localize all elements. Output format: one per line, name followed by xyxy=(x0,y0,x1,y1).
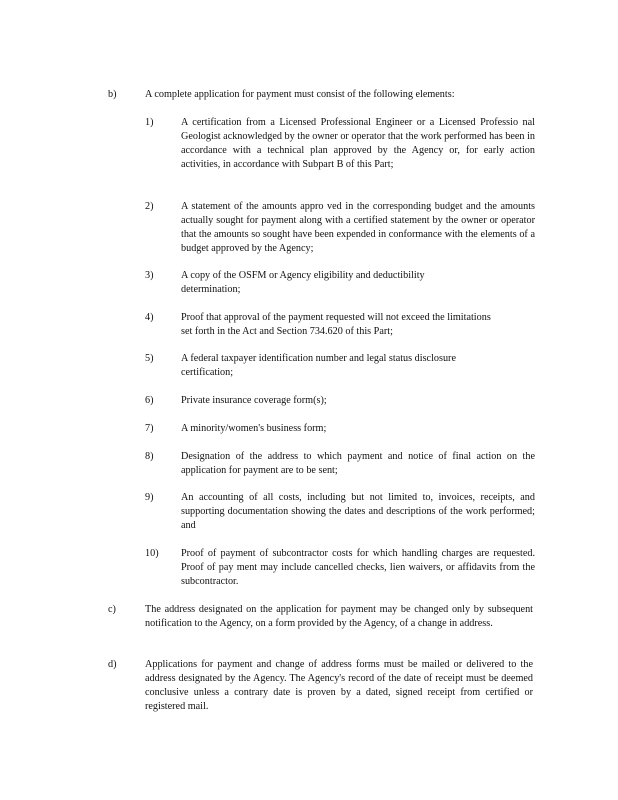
item-marker: 2) xyxy=(145,201,154,212)
section-b xyxy=(108,88,533,102)
section-c xyxy=(108,603,533,631)
item-text: A statement of the amounts appro ved in the corresponding budget and the amounts actually sought for payment along with a certified statement by the owner or operator that the amounts so sought have been expended in conformance with the elements of a budget approved by the Agency; xyxy=(181,201,535,254)
list-item-10 xyxy=(145,547,535,589)
item-text: A certification from a Licensed Professional Engineer or a Licensed Professio nal Geologist acknowledged by the owner or operator that the work performed has been in accordance with a technical plan approved by the Agency or, for early action activities, in accordance with Subpart B of this Part; xyxy=(181,117,535,170)
list-item-6 xyxy=(145,394,535,408)
section-text: Applications for payment and change of address forms must be mailed or delivered to the address designated by the Agency. The Agency's record of the date of receipt must be deemed conclusive unless a contrary date is proven by a dated, signed receipt from certified or registered mail. xyxy=(145,659,533,712)
item-marker: 8) xyxy=(145,451,154,462)
item-marker: 3) xyxy=(145,270,154,281)
item-marker: 10) xyxy=(145,548,159,559)
item-marker: 4) xyxy=(145,312,154,323)
item-marker: 6) xyxy=(145,395,154,406)
list-item-3 xyxy=(145,269,535,297)
item-text: Proof that approval of the payment requested will not exceed the limitations set forth in the Act and Section 734.620 of this Part; xyxy=(181,312,491,337)
item-text: An accounting of all costs, including but not limited to, invoices, receipts, and supporting documentation showing the dates and descriptions of the work performed; and xyxy=(181,492,535,531)
item-text: Private insurance coverage form(s); xyxy=(181,395,327,406)
list-item-4 xyxy=(145,311,535,339)
item-text: A copy of the OSFM or Agency eligibility and deductibility determination; xyxy=(181,270,425,295)
section-text: The address designated on the application for payment may be changed only by subsequent notification to the Agency, on a form provided by the Agency, of a change in address. xyxy=(145,604,533,629)
item-text: A federal taxpayer identification number and legal status disclosure certification; xyxy=(181,353,456,378)
list-item-5 xyxy=(145,352,535,380)
item-marker: 9) xyxy=(145,492,154,503)
item-marker: 7) xyxy=(145,423,154,434)
item-text: Designation of the address to which payment and notice of final action on the application for payment are to be sent; xyxy=(181,451,535,476)
list-item-8 xyxy=(145,450,535,478)
section-text: A complete application for payment must consist of the following elements: xyxy=(145,89,455,100)
item-marker: 5) xyxy=(145,353,154,364)
section-marker: c) xyxy=(108,604,116,615)
list-item-2 xyxy=(145,200,535,256)
section-d xyxy=(108,658,533,714)
list-item-9 xyxy=(145,491,535,533)
list-item-1 xyxy=(145,116,535,172)
list-item-7 xyxy=(145,422,535,436)
item-text: A minority/women's business form; xyxy=(181,423,327,434)
item-marker: 1) xyxy=(145,117,154,128)
item-text: Proof of payment of subcontractor costs for which handling charges are requested. Proof of pay ment may include cancelled checks, lien waivers, or affidavits from the subcontractor. xyxy=(181,548,535,587)
section-marker: b) xyxy=(108,89,117,100)
section-marker: d) xyxy=(108,659,117,670)
